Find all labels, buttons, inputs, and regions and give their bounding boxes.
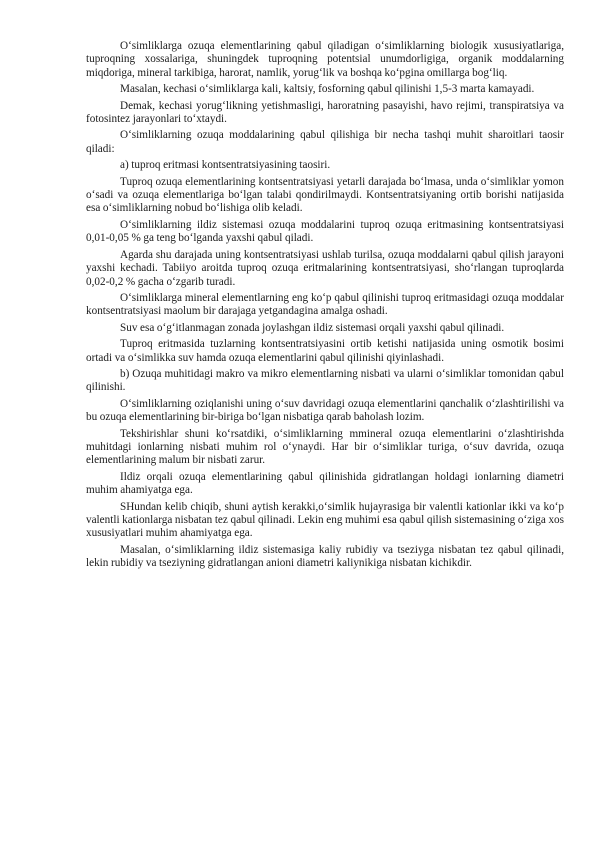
paragraph: Agarda shu darajada uning kontsentratsiyasi ushlab turilsa, ozuqa moddalarni qabul qilish jarayoni yaxshi kechadi. Tabiiyo aroitda tuproq ozuqa eritmalarining kontsentratsiyasi, sho‘rlangan tuproqlarda 0,02-0,2 % gacha o‘zgarib turadi.	[86, 248, 564, 288]
paragraph: Tuproq eritmasida tuzlarning kontsentratsiyasini ortib ketishi natijasida uning osmotik bosimi ortadi va o‘simlikka suv hamda ozuqa elementlarini qabul qilinishi qiyinlashadi.	[86, 338, 564, 364]
paragraph: Masalan, kechasi o‘simliklarga kali, kaltsiy, fosforning qabul qilinishi 1,5-3 marta kamayadi.	[120, 83, 535, 96]
paragraph: O‘simliklarning oziqlanishi uning o‘suv davridagi ozuqa elementlarini qanchalik o‘zlashtirilishi va bu ozuqa elementlarining bir-biriga bo‘lgan nisbatiga qarab baholash lozim.	[86, 397, 564, 424]
paragraph: O‘simliklarga mineral elementlarning eng ko‘p qabul qilinishi tuproq eritmasidagi ozuqa moddalar kontsentratsiyasi maolum bir darajaga yetgandagina amalga oshadi.	[86, 291, 564, 318]
paragraph: Tekshirishlar shuni ko‘rsatdiki, o‘simliklarning mmineral ozuqa elementlarini o‘zlashtirishda muhitdagi ionlarning nisbati muhim rol o‘ynaydi. Har bir o‘simliklar turiga, o‘suv davrida, ozuqa elementlarining malum bir nisbati zarur.	[86, 427, 564, 467]
paragraph: O‘simliklarning ildiz sistemasi ozuqa moddalarini tuproq ozuqa eritmasining kontsentratsiyasi 0,01-0,05 % ga teng bo‘lganda yaxshi qabul qiladi.	[86, 218, 564, 245]
paragraph: O‘simliklarning ozuqa moddalarining qabul qilishiga bir necha tashqi muhit sharoitlari taosir qiladi:	[86, 129, 564, 155]
paragraph: Ildiz orqali ozuqa elementlarining qabul qilinishida gidratlangan holdagi ionlarning diametri muhim ahamiyatga ega.	[86, 470, 564, 497]
document-page	[86, 40, 564, 574]
paragraph: Demak, kechasi yorug‘likning yetishmasligi, haroratning pasayishi, havo rejimi, transpiratsiya va fotosintez jarayonlari to‘xtaydi.	[86, 99, 564, 126]
paragraph: SHundan kelib chiqib, shuni aytish kerakki,o‘simlik hujayrasiga bir valentli kationlar ikki va ko‘p valentli kationlarga nisbatan tez qabul qilinadi. Lekin eng muhimi esa qabul qilish sistemasining o‘ziga xos xususiyatlari muhim ahamiyatga ega.	[86, 500, 564, 540]
paragraph: a) tuproq eritmasi kontsentratsiyasining taosiri.	[120, 159, 331, 172]
paragraph: Tuproq ozuqa elementlarining kontsentratsiyasi yetarli darajada bo‘lmasa, unda o‘simliklar yomon o‘sadi va ozuqa elementlariga bo‘lgan talabi qondirilmaydi. Kontsentratsiyaning ortib borishi natijasida esa o‘simliklarning nobud bo‘lishiga olib keladi.	[86, 175, 564, 215]
paragraph: b) Ozuqa muhitidagi makro va mikro elementlarning nisbati va ularni o‘simliklar tomonidan qabul qilinishi.	[86, 367, 564, 394]
paragraph: O‘simliklarga ozuqa elementlarining qabul qiladigan o‘simliklarning biologik xususiyatlariga, tuproqning xossalariga, shuningdek tuproqning potentsial unumdorligiga, organik moddalarning miqdoriga, mineral tarkibiga, harorat, namlik, yorug‘lik va boshqa ko‘pgina omillarga bog‘liq.	[86, 40, 564, 79]
paragraph: Suv esa o‘g‘itlanmagan zonada joylashgan ildiz sistemasi orqali yaxshi qabul qilinadi.	[120, 321, 505, 334]
paragraph: Masalan, o‘simliklarning ildiz sistemasiga kaliy rubidiy va tseziyga nisbatan tez qabul qilinadi, lekin rubidiy va tseziyning gidratlangan anioni diametri kaliynikiga nisbatan kichikdir.	[86, 543, 564, 570]
